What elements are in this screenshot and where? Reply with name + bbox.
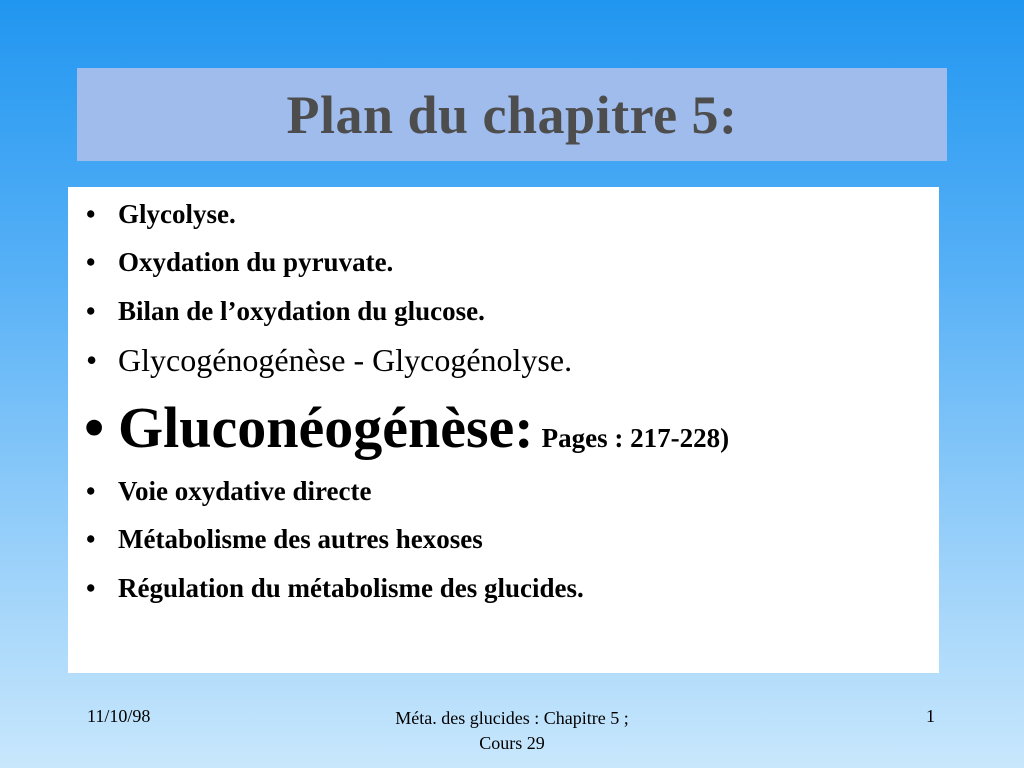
footer-date: 11/10/98 [87,706,151,726]
list-item-gluconeogenese [68,394,939,476]
list-item-metabolisme-hexoses [68,524,939,573]
list-item-label: Voie oxydative directe [118,476,372,506]
bullet-icon: • [86,476,96,506]
list-item-label: Bilan de l’oxydation du glucose. [118,296,485,326]
bullet-icon: • [86,199,96,229]
bullet-icon: • [86,342,98,378]
list-item-label: Glycolyse. [118,199,236,229]
bullet-list [68,199,939,621]
list-item-label: Oxydation du pyruvate. [118,247,394,277]
footer-course-info [362,706,662,756]
list-item-label: Gluconéogénèse: [118,395,534,460]
list-item-label: Glycogénogénèse - Glycogénolyse. [118,342,573,378]
bullet-icon: • [86,296,96,326]
list-item-bilan-oxydation [68,296,939,342]
list-item-voie-oxydative [68,476,939,524]
page-reference-note: Pages : 217-228) [541,423,730,453]
list-item-glycolyse [68,199,939,247]
slide-title-bar [77,68,947,161]
footer-course-line1: Méta. des glucides : Chapitre 5 ; [395,708,629,728]
slide-title: Plan du chapitre 5: [286,84,738,145]
content-box [68,187,939,673]
footer-page-number: 1 [926,706,935,726]
list-item-label: Régulation du métabolisme des glucides. [118,573,584,603]
bullet-icon: • [86,524,96,554]
list-item-glycogenogenese [68,342,939,394]
list-item-regulation [68,573,939,621]
list-item-label: Métabolisme des autres hexoses [118,524,483,554]
bullet-icon: • [84,395,105,460]
footer-course-line2: Cours 29 [479,733,545,753]
bullet-icon: • [86,247,96,277]
list-item-oxydation-pyruvate [68,247,939,296]
bullet-icon: • [86,573,96,603]
